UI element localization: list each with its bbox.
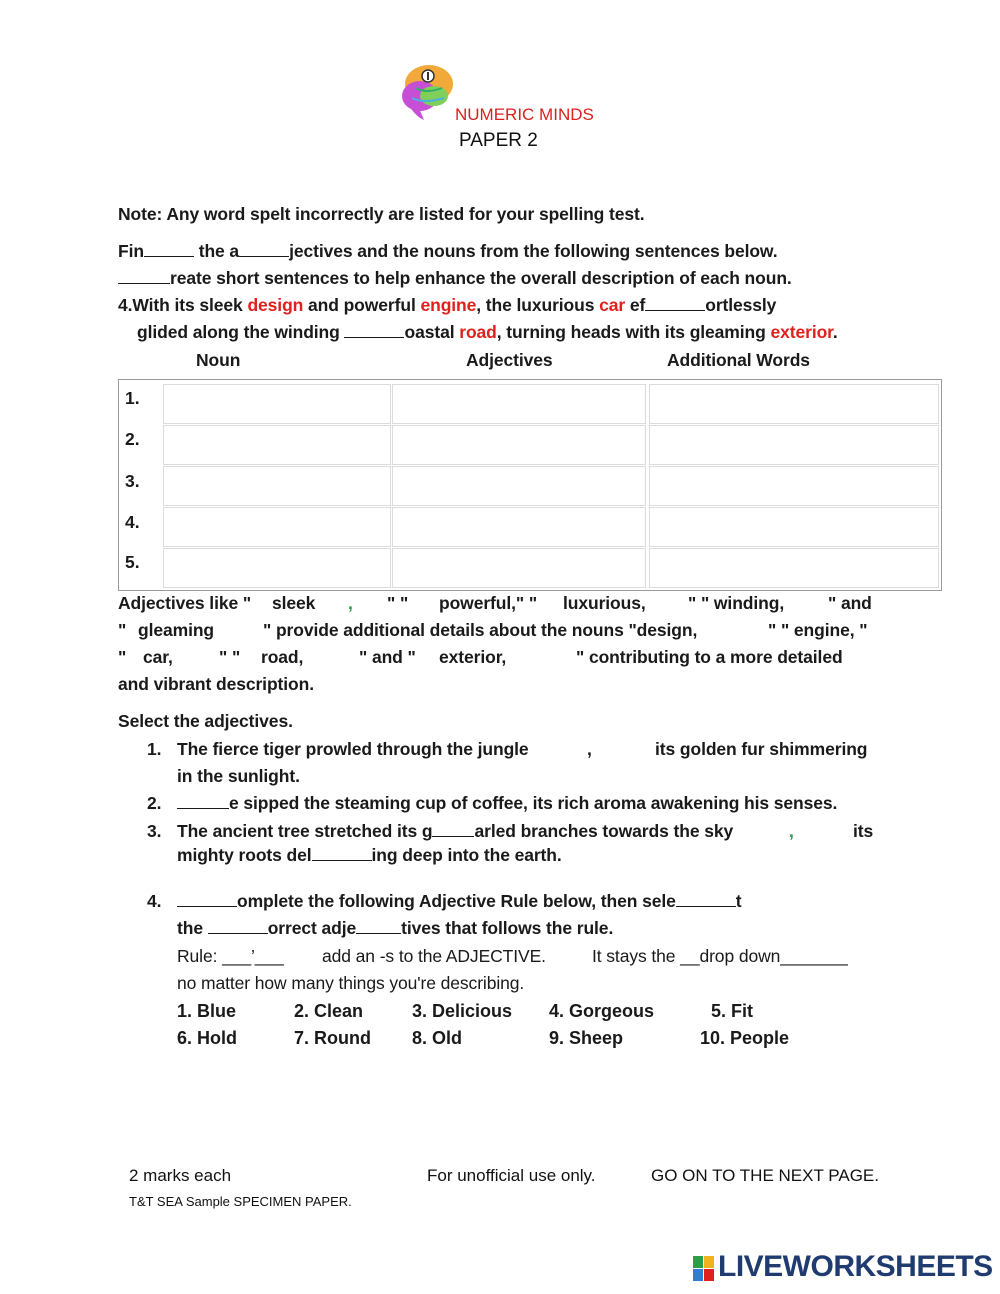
sentence-line-1: 4.With its sleek design and powerful engine, the luxurious car ef ortlessly (118, 295, 777, 315)
explanation-text: " " (219, 647, 241, 667)
noun-cell[interactable] (163, 507, 391, 547)
choice-item[interactable]: 10. People (700, 1028, 790, 1048)
rule-text: no matter how many things you're describing. (177, 973, 525, 993)
choice-item[interactable]: 9. Sheep (549, 1028, 624, 1048)
paper-title: PAPER 2 (459, 130, 538, 151)
unofficial-text: For unofficial use only. (427, 1166, 596, 1185)
blank-input[interactable] (208, 919, 268, 934)
blank-input[interactable] (118, 269, 170, 284)
blank-input[interactable] (239, 242, 289, 257)
explanation-text: " provide additional details about the nouns "design, (263, 620, 698, 640)
explanation-text: " " winding, (688, 593, 785, 613)
additional-words-cell[interactable] (649, 425, 939, 465)
row-number: 5. (125, 552, 140, 572)
instruction-line-2: reate short sentences to help enhance the overall description of each noun. (118, 268, 792, 289)
rule-blank[interactable]: Rule: ___’___ (177, 946, 284, 966)
brand-title: NUMERIC MINDS (455, 105, 594, 124)
choice-item[interactable]: 7. Round (294, 1028, 371, 1048)
explanation-text: gleaming (138, 620, 215, 640)
question-number: 4. (147, 891, 162, 911)
blank-input[interactable] (144, 242, 194, 257)
row-number: 3. (125, 471, 140, 491)
question-text: its (853, 821, 874, 841)
choice-item[interactable]: 6. Hold (177, 1028, 238, 1048)
blank-input[interactable] (645, 296, 705, 311)
liveworksheets-logo-text: LIVEWORKSHEETS (718, 1250, 993, 1283)
answer-table (118, 379, 942, 591)
choice-item[interactable]: 8. Old (412, 1028, 463, 1048)
header-noun: Noun (196, 350, 241, 370)
section-title: Select the adjectives. (118, 711, 293, 731)
question-text: in the sunlight. (177, 766, 300, 786)
explanation-text: " and (828, 593, 872, 613)
highlight-word: engine (420, 295, 477, 315)
question-text: e sipped the steaming cup of coffee, its rich aroma awakening his senses. (177, 793, 837, 814)
explanation-text: " contributing to a more detailed (576, 647, 843, 667)
additional-words-cell[interactable] (649, 466, 939, 506)
highlight-word: car (599, 295, 626, 315)
explanation-text: Adjectives like " (118, 593, 252, 613)
choice-item[interactable]: 4. Gorgeous (549, 1001, 655, 1021)
adjectives-cell[interactable] (392, 548, 646, 588)
marks-text: 2 marks each (129, 1166, 232, 1185)
question-text: The ancient tree stretched its g arled branches towards the sky (177, 821, 734, 841)
choice-item[interactable]: 3. Delicious (412, 1001, 513, 1021)
additional-words-cell[interactable] (649, 548, 939, 588)
header-additional-words: Additional Words (667, 350, 810, 370)
explanation-text: luxurious, (563, 593, 646, 613)
noun-cell[interactable] (163, 466, 391, 506)
blank-input[interactable] (177, 794, 229, 809)
question-text: its golden fur shimmering (655, 739, 868, 759)
row-number: 4. (125, 512, 140, 532)
rule-text: add an -s to the ADJECTIVE. (322, 946, 546, 966)
sentence-line-2: glided along the winding oastal road, turning heads with its gleaming exterior. (137, 322, 838, 342)
explanation-text: " " (387, 593, 409, 613)
comma-mark: , (789, 821, 794, 841)
highlight-word: design (247, 295, 304, 315)
blank-input[interactable] (177, 892, 237, 907)
explanation-text: " (118, 620, 127, 640)
choice-item[interactable]: 2. Clean (294, 1001, 364, 1021)
question-text: mighty roots del ing deep into the earth. (177, 845, 562, 865)
blank-input[interactable] (344, 323, 404, 338)
additional-words-cell[interactable] (649, 384, 939, 424)
adjectives-cell[interactable] (392, 425, 646, 465)
next-page-text: GO ON TO THE NEXT PAGE. (651, 1166, 879, 1185)
choice-item[interactable]: 5. Fit (711, 1001, 754, 1021)
note-text: Note: Any word spelt incorrectly are listed for your spelling test. (118, 204, 645, 224)
question-number: 3. (147, 821, 162, 841)
explanation-text: " " engine, " (768, 620, 868, 640)
instruction-line-1: Fin the a jectives and the nouns from the following sentences below. (118, 241, 778, 261)
highlight-word: exterior (770, 322, 833, 342)
specimen-text: T&T SEA Sample SPECIMEN PAPER. (129, 1194, 352, 1209)
numeric-minds-logo (398, 58, 454, 122)
adjectives-cell[interactable] (392, 384, 646, 424)
question-number: 1. (147, 739, 162, 759)
blank-input[interactable] (432, 822, 474, 837)
question-text: the orrect adje tives that follows the rule. (177, 918, 614, 938)
additional-words-cell[interactable] (649, 507, 939, 547)
blank-input[interactable] (676, 892, 736, 907)
explanation-text: powerful," " (439, 593, 538, 613)
noun-cell[interactable] (163, 548, 391, 588)
explanation-text: and vibrant description. (118, 674, 314, 694)
comma-mark: , (348, 593, 353, 613)
row-number: 1. (125, 388, 140, 408)
adjectives-cell[interactable] (392, 466, 646, 506)
explanation-text: road, (261, 647, 304, 667)
explanation-text: " (118, 647, 127, 667)
comma-mark: , (587, 739, 592, 759)
liveworksheets-icon (693, 1256, 715, 1282)
row-number: 2. (125, 429, 140, 449)
question-text: omplete the following Adjective Rule below, then sele t (177, 891, 741, 912)
explanation-text: " and " (359, 647, 416, 667)
explanation-text: sleek (272, 593, 316, 613)
blank-input[interactable] (356, 919, 401, 934)
noun-cell[interactable] (163, 425, 391, 465)
highlight-word: road (459, 322, 497, 342)
choice-item[interactable]: 1. Blue (177, 1001, 237, 1021)
explanation-text: car, (143, 647, 173, 667)
rule-dropdown[interactable]: It stays the __drop down_______ (592, 946, 848, 966)
question-number: 2. (147, 793, 162, 813)
question-text: The fierce tiger prowled through the jungle (177, 739, 529, 759)
header-adjectives: Adjectives (466, 350, 553, 370)
blank-input[interactable] (312, 846, 372, 861)
explanation-text: exterior, (439, 647, 507, 667)
noun-cell[interactable] (163, 384, 391, 424)
adjectives-cell[interactable] (392, 507, 646, 547)
